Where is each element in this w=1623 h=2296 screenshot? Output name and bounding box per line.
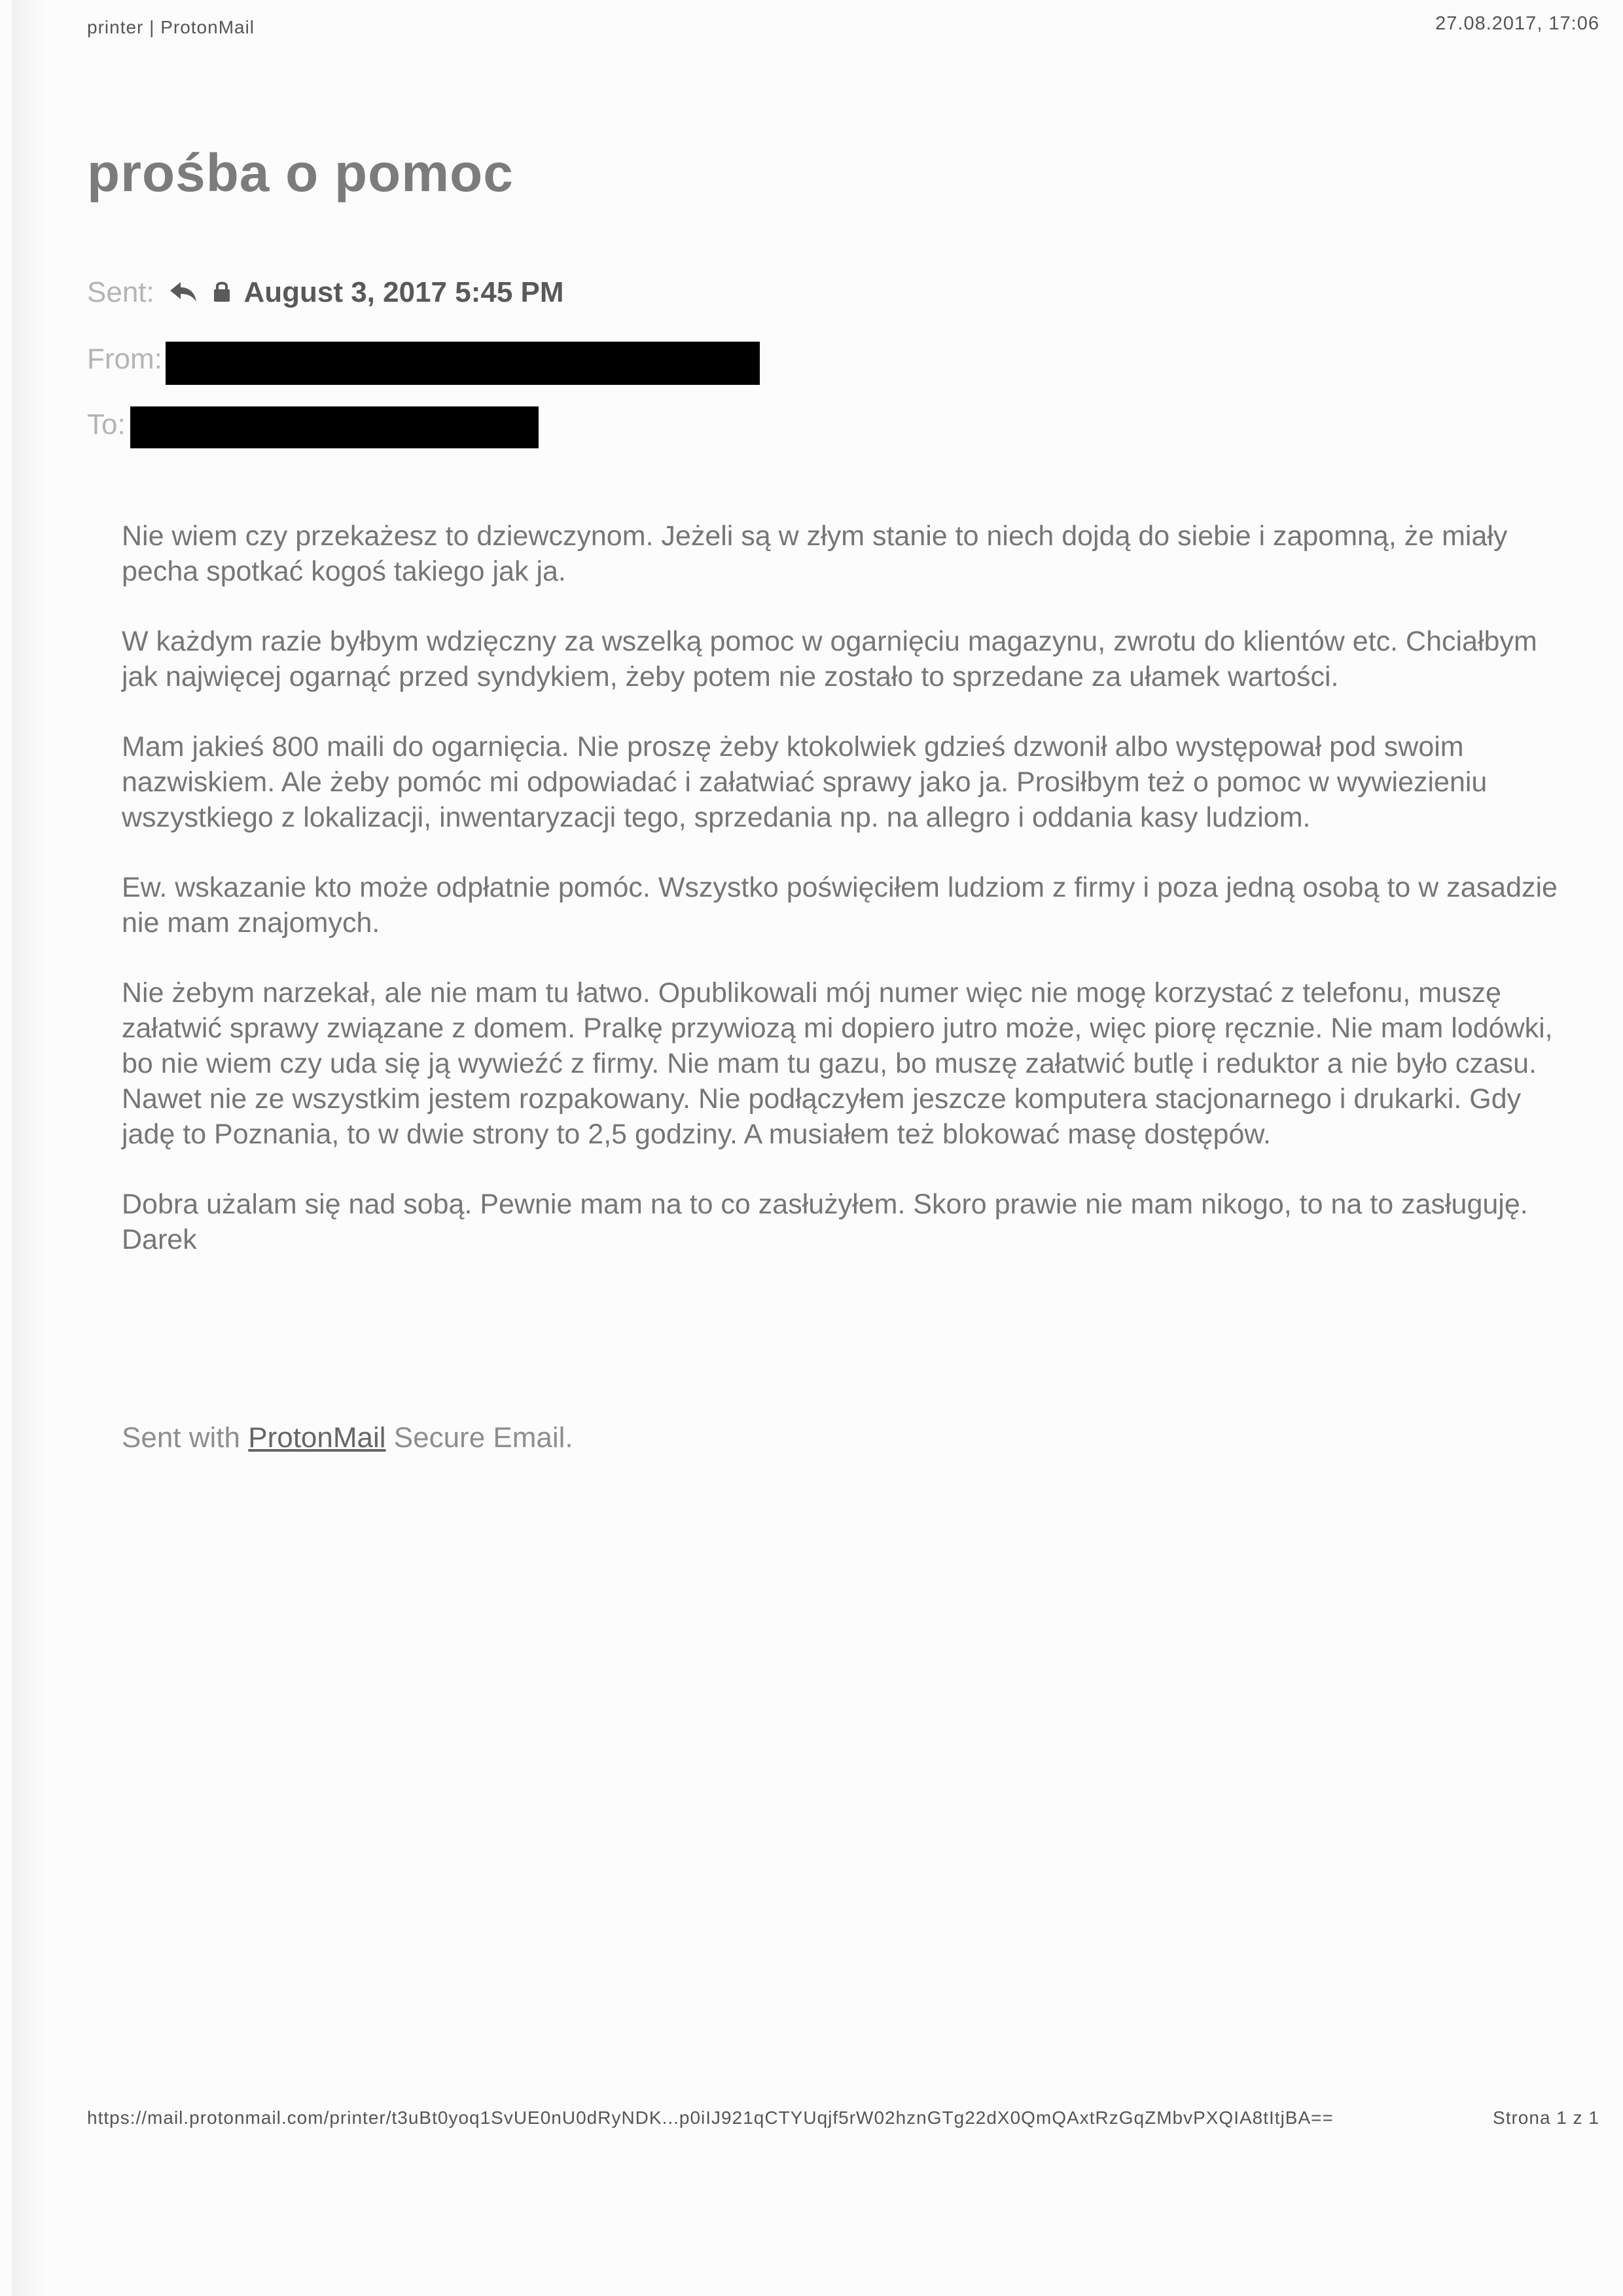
sent-row xyxy=(87,276,564,310)
email-subject: prośba o pomoc xyxy=(87,143,514,203)
body-paragraph: Ew. wskazanie kto może odpłatnie pomóc. Wszystko poświęciłem ludziom z firmy i poza jedną osobą to w zasadzie nie mam znajomych. xyxy=(122,872,1558,939)
to-label: To: xyxy=(87,408,126,440)
reply-icon xyxy=(169,278,198,310)
print-footer-url: https://mail.protonmail.com/printer/t3uBt0yoq1SvUE0nU0dRyNDK...p0iIJ921qCTYUqjf5rW02hznGTg22dX0QmQAxtRzGqZMbvPXQIA8tItjBA== xyxy=(87,2108,1334,2128)
redacted-sender xyxy=(166,342,760,385)
body-paragraph: Mam jakieś 800 maili do ogarnięcia. Nie proszę żeby ktokolwiek gdzieś dzwonił albo występował pod swoim nazwiskiem. Ale żeby pomóc mi odpowiadać i załatwiać sprawy jako ja. Prosiłbym też o pomoc w wywiezieniu wszystkiego z lokalizacji, inwentaryzacji tego, sprzedania np. na allegro i oddania kasy ludziom. xyxy=(122,731,1488,833)
print-header-datetime: 27.08.2017, 17:06 xyxy=(1435,13,1599,34)
lock-icon xyxy=(212,278,232,310)
to-row xyxy=(87,408,126,441)
body-paragraph: W każdym razie byłbym wdzięczny za wszelką pomoc w ogarnięciu magazynu, zwrotu do klientów etc. Chciałbym jak najwięcej ogarnąć przed syndykiem, żeby potem nie zostało to sprzedane za ułamek wartości. xyxy=(122,626,1537,692)
from-row xyxy=(87,343,162,376)
redacted-recipient xyxy=(130,406,539,448)
from-label: From: xyxy=(87,343,162,375)
print-header-title: printer | ProtonMail xyxy=(87,17,255,37)
signature-suffix: Secure Email. xyxy=(385,1422,573,1454)
protonmail-link[interactable]: ProtonMail xyxy=(248,1422,386,1454)
email-signature xyxy=(122,1422,573,1454)
sent-label: Sent: xyxy=(87,276,154,308)
email-body xyxy=(122,518,1568,1292)
print-footer-page-number: Strona 1 z 1 xyxy=(1493,2108,1599,2128)
body-paragraph: Nie wiem czy przekażesz to dziewczynom. Jeżeli są w złym stanie to niech dojdą do siebie i zapomną, że miały pecha spotkać kogoś takiego jak ja. xyxy=(122,520,1508,587)
body-paragraph: Dobra użalam się nad sobą. Pewnie mam na to co zasłużyłem. Skoro prawie nie mam nikogo, to na to zasługuję. Darek xyxy=(122,1189,1528,1255)
scan-shadow xyxy=(12,0,46,2296)
signature-prefix: Sent with xyxy=(122,1422,249,1454)
sent-date: August 3, 2017 5:45 PM xyxy=(243,276,564,308)
body-paragraph: Nie żebym narzekał, ale nie mam tu łatwo. Opublikowali mój numer więc nie mogę korzystać z telefonu, muszę załatwić sprawy związane z domem. Pralkę przywiozą mi dopiero jutro może, więc piorę ręcznie. Nie mam lodówki, bo nie wiem czy uda się ją wywieźć z firmy. Nie mam tu gazu, bo muszę załatwić butlę i reduktor a nie było czasu. Nawet nie ze wszystkim jestem rozpakowany. Nie podłączyłem jeszcze komputera stacjonarnego i drukarki. Gdy jadę to Poznania, to w dwie strony to 2,5 godziny. A musiałem też blokować masę dostępów. xyxy=(122,977,1553,1150)
